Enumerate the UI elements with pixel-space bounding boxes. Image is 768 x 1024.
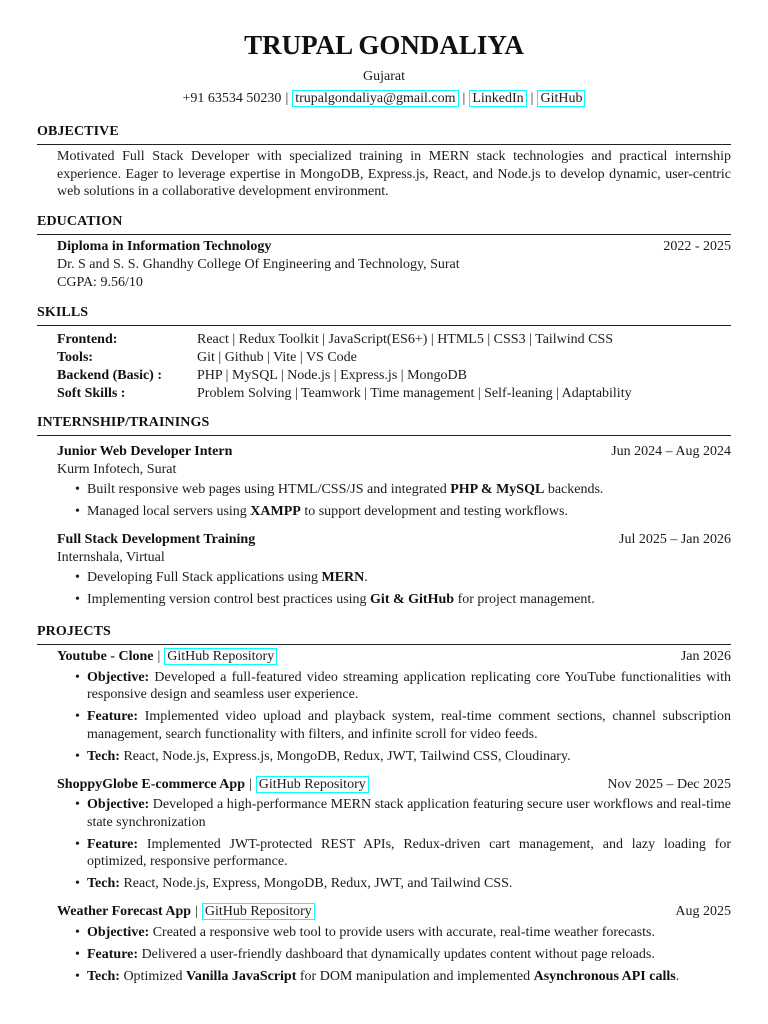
bullet-list [57, 669, 731, 766]
bullet-emphasis: Asynchronous API calls [533, 968, 676, 984]
skill-row [57, 385, 731, 403]
bullet-item [57, 924, 731, 942]
bullet-label: Feature: [87, 946, 139, 962]
section-heading-objective: OBJECTIVE [37, 123, 731, 145]
bullet-label: Tech: [87, 968, 120, 984]
projects-section [37, 623, 731, 985]
skill-values: React | Redux Toolkit | JavaScript(ES6+) | HTML5 | CSS3 | Tailwind CSS [197, 332, 614, 347]
skill-label: Backend (Basic) : [57, 368, 162, 383]
bullet-text: for DOM manipulation and implemented [296, 968, 534, 984]
email-link[interactable]: trupalgondaliya@gmail.com [292, 90, 458, 107]
skill-label: Tools: [57, 350, 94, 365]
bullet-item [57, 569, 731, 587]
bullet-item [57, 748, 731, 766]
project-date: Nov 2025 – Dec 2025 [607, 776, 731, 792]
role-title: Junior Web Developer Intern [57, 444, 233, 459]
skill-row [57, 367, 731, 385]
bullet-emphasis: PHP & MySQL [450, 482, 545, 497]
skill-values: Problem Solving | Teamwork | Time management | Self-leaning | Adaptability [197, 386, 632, 401]
project-date: Jan 2026 [680, 649, 731, 664]
separator: | [285, 91, 289, 106]
bullet-list [57, 569, 731, 609]
bullet-text: Developed a full-featured video streaming application replicating core YouTube functionalities with responsive design and seamless user experience. [87, 669, 731, 702]
linkedin-link[interactable]: LinkedIn [469, 90, 526, 107]
bullet-text: for project management. [454, 592, 595, 607]
experience-dates: Jun 2024 – Aug 2024 [611, 444, 731, 459]
github-repository-link[interactable]: GitHub Repository [202, 903, 315, 920]
bullet-item [57, 836, 731, 871]
bullet-text: Implemented video upload and playback system, real-time comment sections, channel subscription management, search functionality with filters, and infinite scroll for video feeds. [87, 709, 731, 742]
bullet-item [57, 796, 731, 831]
bullet-label: Feature: [87, 709, 139, 724]
github-repository-link[interactable]: GitHub Repository [164, 648, 277, 665]
bullet-item [57, 669, 731, 704]
phone-number: +91 63534 50230 [182, 91, 282, 106]
bullet-item [57, 503, 731, 521]
bullet-label: Objective: [87, 797, 150, 812]
bullet-text: to support development and testing workflows. [300, 504, 568, 519]
bullet-emphasis: Vanilla JavaScript [186, 968, 297, 984]
separator: | [157, 649, 161, 664]
bullet-text: Delivered a user-friendly dashboard that dynamically updates content without page reloads. [138, 946, 655, 962]
skills-table [37, 331, 731, 403]
bullet-text: Implementing version control best practices using [87, 592, 371, 607]
experience-section [37, 414, 731, 609]
education-entry [57, 238, 731, 292]
bullet-label: Objective: [87, 669, 150, 685]
bullet-list [57, 481, 731, 521]
bullet-list [57, 924, 731, 986]
project-entry [57, 776, 731, 893]
bullet-text: Developed a high-performance MERN stack application featuring secure user workflows and real-time state synchronization [87, 797, 731, 830]
bullet-text: React, Node.js, Express, MongoDB, Redux, JWT, and Tailwind CSS. [119, 876, 513, 891]
project-entry [57, 903, 731, 985]
degree-title: Diploma in Information Technology [57, 239, 272, 254]
project-name: ShoppyGlobe E-commerce App [57, 776, 245, 792]
bullet-text: Managed local servers using [87, 504, 251, 519]
bullet-emphasis: MERN [321, 570, 365, 585]
skill-values: Git | Github | Vite | VS Code [197, 350, 357, 365]
project-title-line [57, 903, 315, 921]
project-title-line [57, 776, 369, 794]
bullet-item [57, 968, 731, 986]
experience-entry [57, 531, 731, 609]
candidate-name: TRUPAL GONDALIYA [244, 30, 524, 60]
bullet-emphasis: XAMPP [250, 504, 301, 519]
contact-line [0, 90, 768, 108]
bullet-text: Implemented JWT-protected REST APIs, Redux-driven cart management, and lazy loading for optimized, responsive performance. [87, 836, 731, 869]
separator: | [248, 776, 252, 792]
skill-values: PHP | MySQL | Node.js | Express.js | MongoDB [197, 368, 467, 383]
separator: | [530, 91, 534, 106]
education-dates: 2022 - 2025 [663, 239, 731, 254]
bullet-label: Feature: [87, 836, 139, 852]
bullet-item [57, 875, 731, 893]
bullet-label: Objective: [87, 924, 150, 940]
project-name: Weather Forecast App [57, 904, 192, 919]
institution-name: Dr. S and S. S. Ghandhy College Of Engineering and Technology, Surat [57, 257, 460, 272]
separator: | [462, 91, 466, 106]
bullet-label: Tech: [87, 876, 120, 891]
organization: Kurm Infotech, Surat [57, 462, 177, 477]
objective-text: Motivated Full Stack Developer with specialized training in MERN stack technologies and practical internship experience. Eager to leverage expertise in MongoDB, Express.js, React, and Node.js to develop dynamic, user-centric web solutions in a collaborative development environment. [57, 149, 731, 199]
education-section [37, 213, 731, 292]
cgpa: CGPA: 9.56/10 [57, 275, 143, 290]
bullet-text: backends. [544, 482, 604, 497]
section-heading-education: EDUCATION [37, 213, 731, 235]
section-heading-internships: INTERNSHIP/TRAININGS [37, 414, 731, 436]
bullet-list [57, 796, 731, 893]
github-link[interactable]: GitHub [537, 90, 585, 107]
objective-section [37, 123, 731, 201]
bullet-label: Tech: [87, 748, 120, 764]
skill-row [57, 349, 731, 367]
experience-dates: Jul 2025 – Jan 2026 [619, 532, 731, 547]
section-heading-skills: SKILLS [37, 304, 731, 326]
experience-entry [57, 443, 731, 521]
project-title-line [57, 648, 277, 666]
bullet-text: React, Node.js, Express.js, MongoDB, Redux, JWT, Tailwind CSS, Cloudinary. [119, 748, 571, 764]
project-date: Aug 2025 [675, 904, 731, 919]
organization: Internshala, Virtual [57, 550, 165, 565]
skill-row [57, 331, 731, 349]
bullet-text: Developing Full Stack applications using [87, 570, 322, 585]
bullet-text: Optimized [119, 968, 187, 984]
bullet-item [57, 481, 731, 499]
bullet-text: Created a responsive web tool to provide users with accurate, real-time weather forecasts. [149, 924, 655, 940]
skill-label: Frontend: [57, 332, 118, 347]
bullet-item [57, 946, 731, 964]
location: Gujarat [363, 69, 405, 84]
github-repository-link[interactable]: GitHub Repository [256, 776, 369, 793]
role-title: Full Stack Development Training [57, 532, 256, 547]
bullet-text: . [364, 570, 368, 585]
bullet-text: . [675, 968, 680, 984]
bullet-item [57, 708, 731, 743]
project-entry [57, 648, 731, 765]
section-heading-projects: PROJECTS [37, 623, 731, 645]
project-name: Youtube - Clone [57, 649, 154, 664]
bullet-emphasis: Git & GitHub [370, 592, 455, 607]
bullet-text: Built responsive web pages using HTML/CSS/JS and integrated [87, 482, 451, 497]
separator: | [195, 904, 198, 919]
skills-section [37, 304, 731, 403]
skill-label: Soft Skills : [57, 386, 126, 401]
bullet-item [57, 591, 731, 609]
